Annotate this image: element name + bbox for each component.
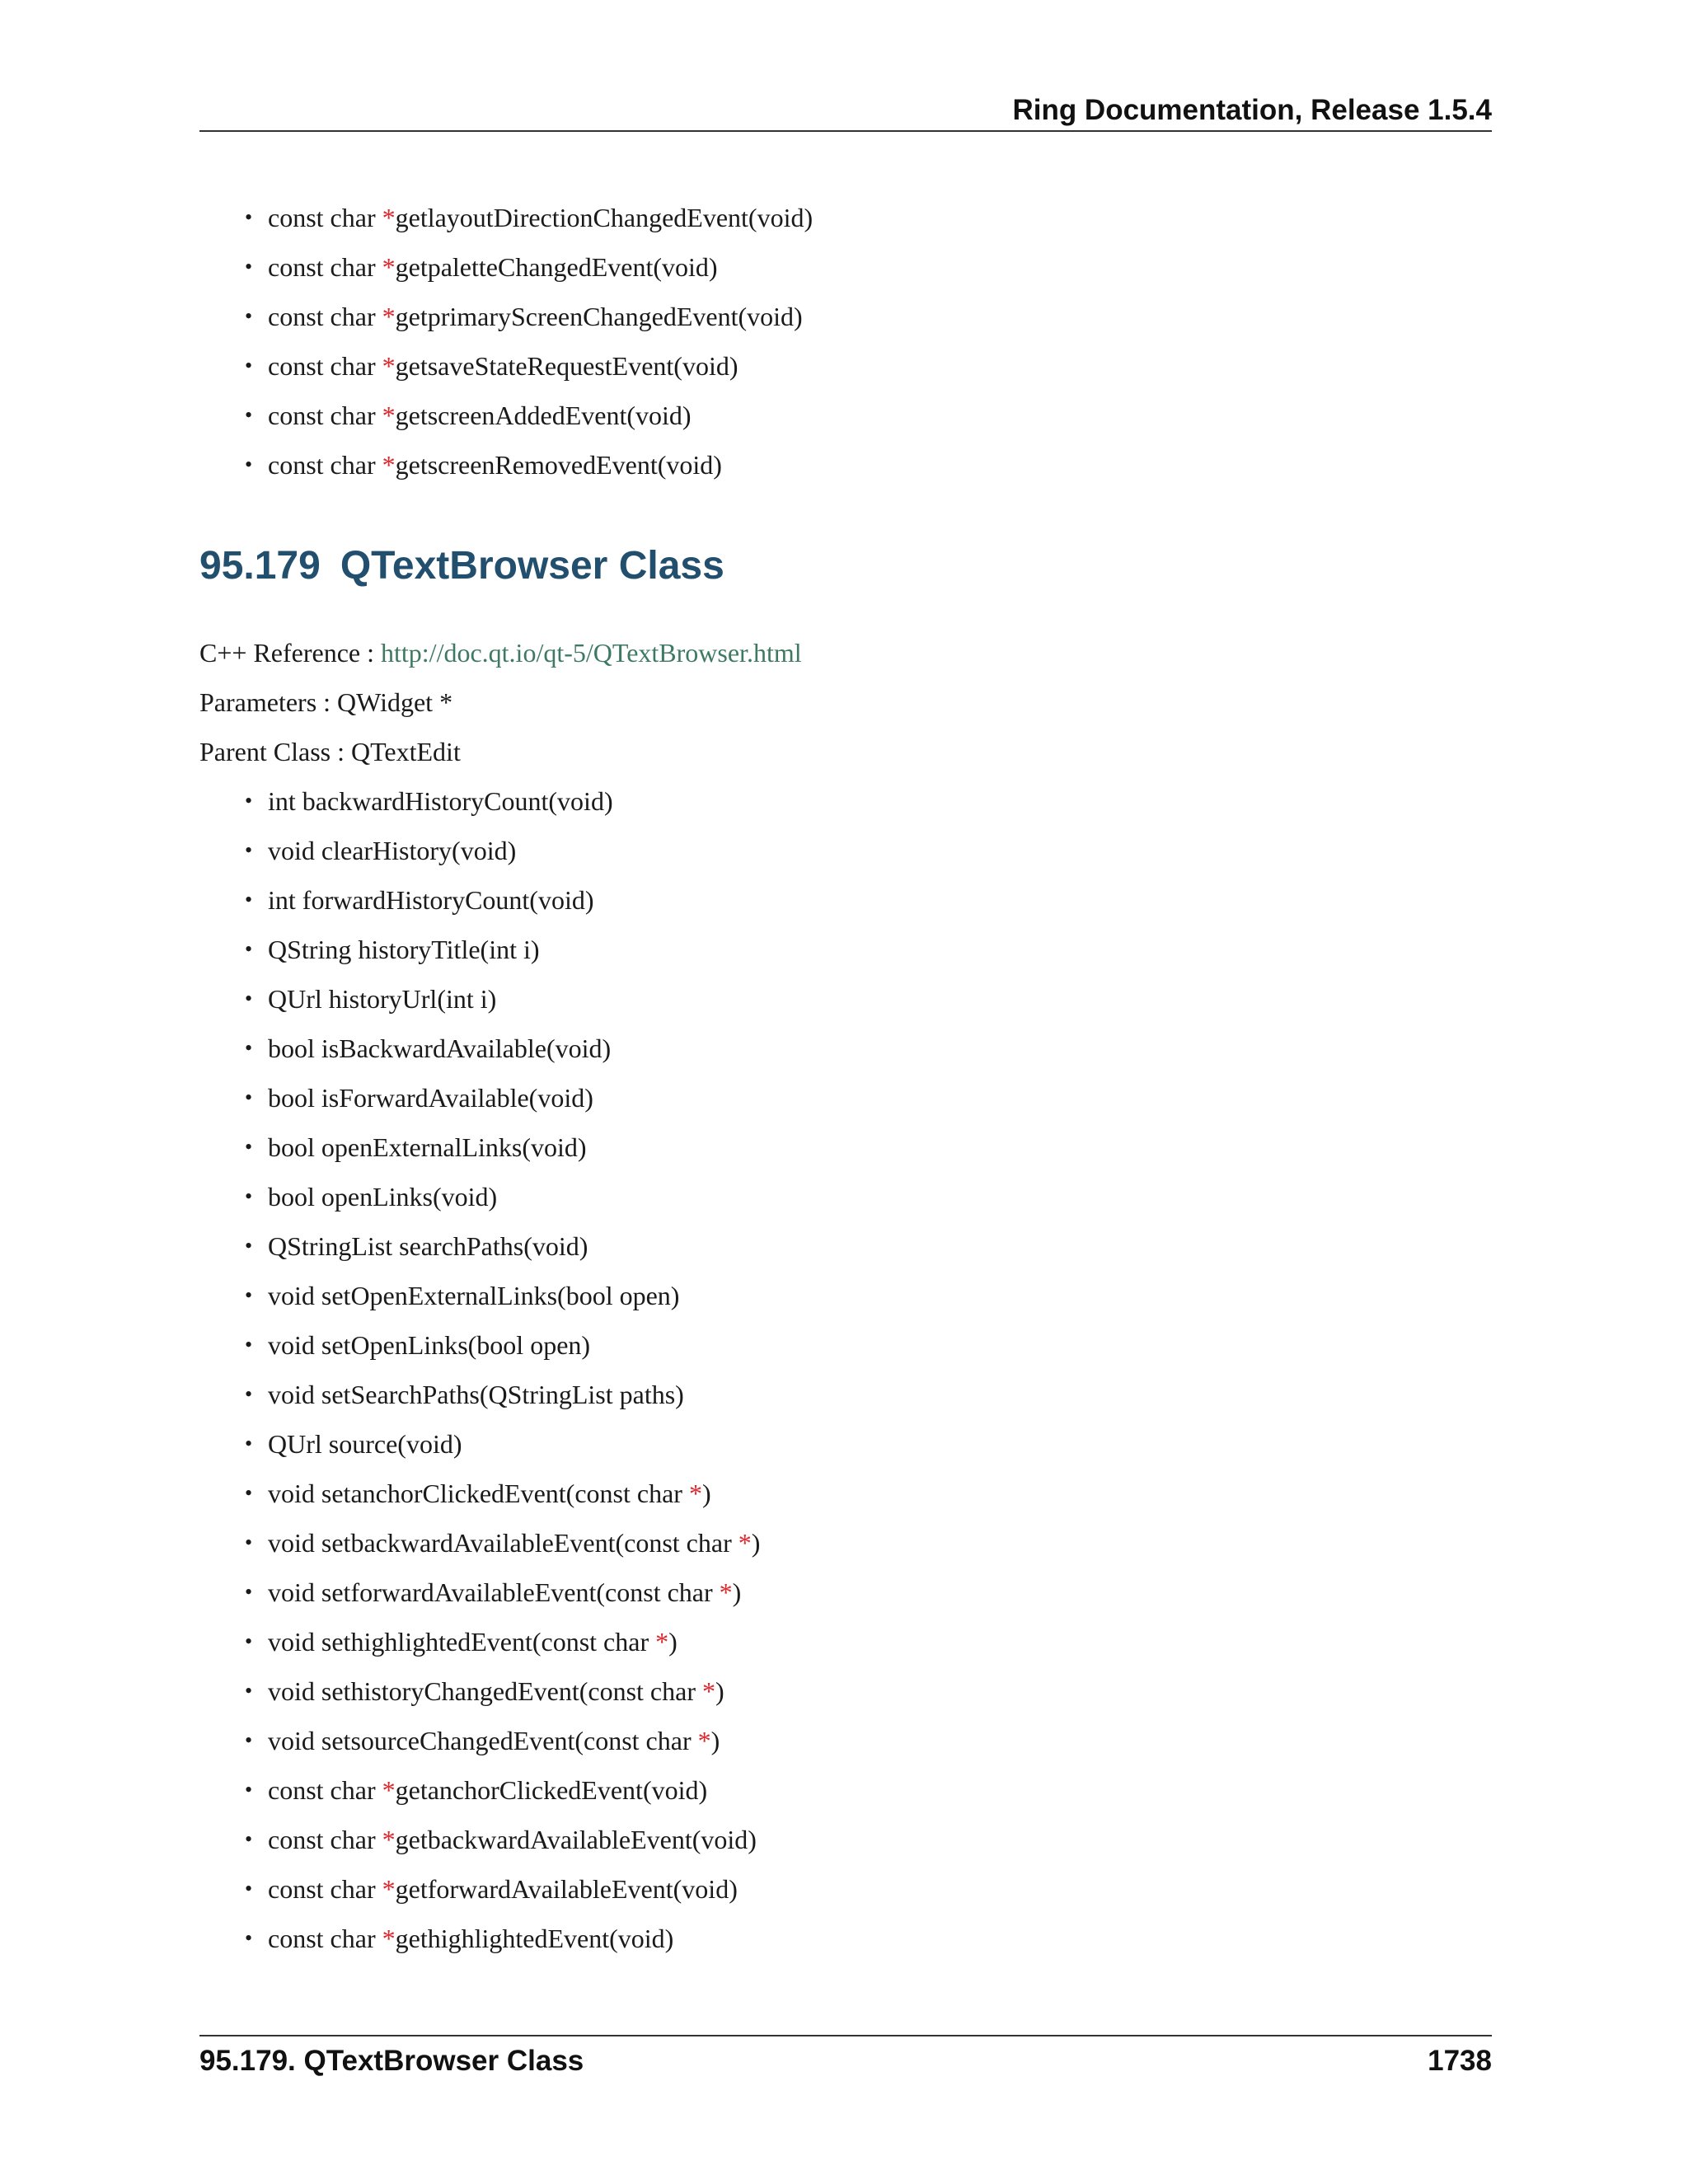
pointer-marker: * xyxy=(382,252,396,282)
method-prefix: bool openLinks(void) xyxy=(268,1182,498,1212)
list-item xyxy=(245,1716,760,1765)
bullet-icon: • xyxy=(245,1481,253,1505)
list-item xyxy=(245,391,813,440)
method-suffix: ) xyxy=(701,1479,711,1508)
document-page xyxy=(199,0,1492,2184)
list-item xyxy=(245,776,760,826)
list-item xyxy=(245,1864,760,1914)
bullet-icon: • xyxy=(245,1827,253,1851)
method-prefix: bool isForwardAvailable(void) xyxy=(268,1083,593,1113)
bullet-icon: • xyxy=(245,1135,253,1159)
method-prefix: void setSearchPaths(QStringList paths) xyxy=(268,1380,684,1409)
top-method-list xyxy=(245,193,813,490)
bullet-icon: • xyxy=(245,205,253,229)
cpp-reference-link[interactable]: http://doc.qt.io/qt-5/QTextBrowser.html xyxy=(381,638,802,668)
parameters-line: Parameters : QWidget * xyxy=(199,687,453,717)
bullet-icon: • xyxy=(245,354,253,377)
method-prefix: const char xyxy=(268,1924,382,1953)
pointer-marker: * xyxy=(655,1627,669,1657)
method-prefix: bool isBackwardAvailable(void) xyxy=(268,1033,612,1063)
method-prefix: const char xyxy=(268,450,382,480)
method-suffix: getsaveStateRequestEvent(void) xyxy=(395,351,738,381)
bullet-icon: • xyxy=(245,1728,253,1752)
pointer-marker: * xyxy=(382,1924,396,1953)
running-header: Ring Documentation, Release 1.5.4 xyxy=(1012,94,1492,126)
list-item xyxy=(245,1617,760,1666)
bullet-icon: • xyxy=(245,403,253,427)
list-item xyxy=(245,1370,760,1419)
method-prefix: void clearHistory(void) xyxy=(268,836,517,865)
parent-class-line: Parent Class : QTextEdit xyxy=(199,737,461,766)
bullet-icon: • xyxy=(245,888,253,912)
bullet-icon: • xyxy=(245,1580,253,1604)
bullet-icon: • xyxy=(245,452,253,476)
pointer-marker: * xyxy=(382,302,396,331)
method-prefix: int forwardHistoryCount(void) xyxy=(268,885,594,915)
bullet-icon: • xyxy=(245,1432,253,1455)
section-number: 95.179 xyxy=(199,544,321,588)
bullet-icon: • xyxy=(245,1926,253,1950)
method-prefix: void setforwardAvailableEvent(const char xyxy=(268,1577,720,1607)
method-prefix: void setbackwardAvailableEvent(const char xyxy=(268,1528,738,1558)
list-item xyxy=(245,1073,760,1122)
pointer-marker: * xyxy=(382,1874,396,1904)
method-prefix: QUrl source(void) xyxy=(268,1429,462,1459)
bullet-icon: • xyxy=(245,1530,253,1554)
section-title xyxy=(199,540,724,593)
footer-section-label: 95.179. QTextBrowser Class xyxy=(199,2045,584,2077)
list-item xyxy=(245,1320,760,1370)
method-prefix: QUrl historyUrl(int i) xyxy=(268,984,497,1014)
method-suffix: gethighlightedEvent(void) xyxy=(395,1924,674,1953)
footer-rule xyxy=(199,2035,1492,2036)
list-item xyxy=(245,440,813,490)
list-item xyxy=(245,193,813,242)
bullet-icon: • xyxy=(245,1283,253,1307)
method-prefix: const char xyxy=(268,1775,382,1805)
bullet-icon: • xyxy=(245,937,253,961)
bullet-icon: • xyxy=(245,1629,253,1653)
list-item xyxy=(245,1666,760,1716)
bullet-icon: • xyxy=(245,1382,253,1406)
pointer-marker: * xyxy=(738,1528,752,1558)
method-suffix: getanchorClickedEvent(void) xyxy=(395,1775,708,1805)
bullet-icon: • xyxy=(245,255,253,279)
list-item xyxy=(245,341,813,391)
bullet-icon: • xyxy=(245,1333,253,1357)
bullet-icon: • xyxy=(245,1085,253,1109)
pointer-marker: * xyxy=(382,1775,396,1805)
method-prefix: const char xyxy=(268,1825,382,1854)
bullet-icon: • xyxy=(245,1679,253,1703)
pointer-marker: * xyxy=(382,450,396,480)
bullet-icon: • xyxy=(245,304,253,328)
method-suffix: getprimaryScreenChangedEvent(void) xyxy=(395,302,803,331)
method-prefix: void sethighlightedEvent(const char xyxy=(268,1627,656,1657)
method-prefix: void setsourceChangedEvent(const char xyxy=(268,1726,698,1755)
pointer-marker: * xyxy=(688,1479,702,1508)
pointer-marker: * xyxy=(719,1577,733,1607)
method-suffix: getforwardAvailableEvent(void) xyxy=(395,1874,738,1904)
method-prefix: const char xyxy=(268,351,382,381)
method-prefix: bool openExternalLinks(void) xyxy=(268,1132,587,1162)
method-prefix: const char xyxy=(268,401,382,430)
method-prefix: const char xyxy=(268,252,382,282)
class-method-list xyxy=(245,776,760,1963)
page-number: 1738 xyxy=(1428,2045,1492,2077)
list-item xyxy=(245,1221,760,1271)
bullet-icon: • xyxy=(245,1184,253,1208)
method-prefix: const char xyxy=(268,203,382,232)
method-suffix: ) xyxy=(715,1676,724,1706)
method-suffix: ) xyxy=(710,1726,720,1755)
bullet-icon: • xyxy=(245,987,253,1010)
list-item xyxy=(245,1419,760,1469)
pointer-marker: * xyxy=(697,1726,711,1755)
list-item xyxy=(245,1815,760,1864)
method-suffix: ) xyxy=(751,1528,761,1558)
section-title-text: QTextBrowser Class xyxy=(340,544,724,588)
method-suffix: getlayoutDirectionChangedEvent(void) xyxy=(395,203,814,232)
list-item xyxy=(245,1518,760,1568)
pointer-marker: * xyxy=(382,351,396,381)
list-item xyxy=(245,925,760,974)
list-item xyxy=(245,974,760,1024)
header-rule xyxy=(199,130,1492,132)
method-prefix: void setOpenExternalLinks(bool open) xyxy=(268,1281,680,1310)
method-prefix: void sethistoryChangedEvent(const char xyxy=(268,1676,702,1706)
list-item xyxy=(245,1172,760,1221)
list-item xyxy=(245,1122,760,1172)
list-item xyxy=(245,1024,760,1073)
pointer-marker: * xyxy=(382,1825,396,1854)
bullet-icon: • xyxy=(245,1234,253,1258)
list-item xyxy=(245,1914,760,1963)
method-suffix: getpaletteChangedEvent(void) xyxy=(395,252,718,282)
method-prefix: QStringList searchPaths(void) xyxy=(268,1231,588,1261)
list-item xyxy=(245,1469,760,1518)
bullet-icon: • xyxy=(245,1877,253,1900)
cpp-reference xyxy=(199,628,802,677)
list-item xyxy=(245,292,813,341)
bullet-icon: • xyxy=(245,1036,253,1060)
bullet-icon: • xyxy=(245,789,253,813)
method-suffix: getbackwardAvailableEvent(void) xyxy=(395,1825,757,1854)
bullet-icon: • xyxy=(245,838,253,862)
pointer-marker: * xyxy=(382,401,396,430)
pointer-marker: * xyxy=(701,1676,715,1706)
list-item xyxy=(245,826,760,875)
method-suffix: getscreenRemovedEvent(void) xyxy=(395,450,722,480)
method-suffix: ) xyxy=(668,1627,678,1657)
method-prefix: void setanchorClickedEvent(const char xyxy=(268,1479,689,1508)
method-prefix: void setOpenLinks(bool open) xyxy=(268,1330,591,1360)
method-suffix: getscreenAddedEvent(void) xyxy=(395,401,692,430)
method-prefix: int backwardHistoryCount(void) xyxy=(268,786,613,816)
cpp-reference-label: C++ Reference : xyxy=(199,638,381,668)
list-item xyxy=(245,242,813,292)
method-prefix: QString historyTitle(int i) xyxy=(268,935,540,964)
method-prefix: const char xyxy=(268,1874,382,1904)
list-item xyxy=(245,1271,760,1320)
list-item xyxy=(245,875,760,925)
method-suffix: ) xyxy=(732,1577,742,1607)
list-item xyxy=(245,1568,760,1617)
pointer-marker: * xyxy=(382,203,396,232)
list-item xyxy=(245,1765,760,1815)
bullet-icon: • xyxy=(245,1778,253,1802)
method-prefix: const char xyxy=(268,302,382,331)
